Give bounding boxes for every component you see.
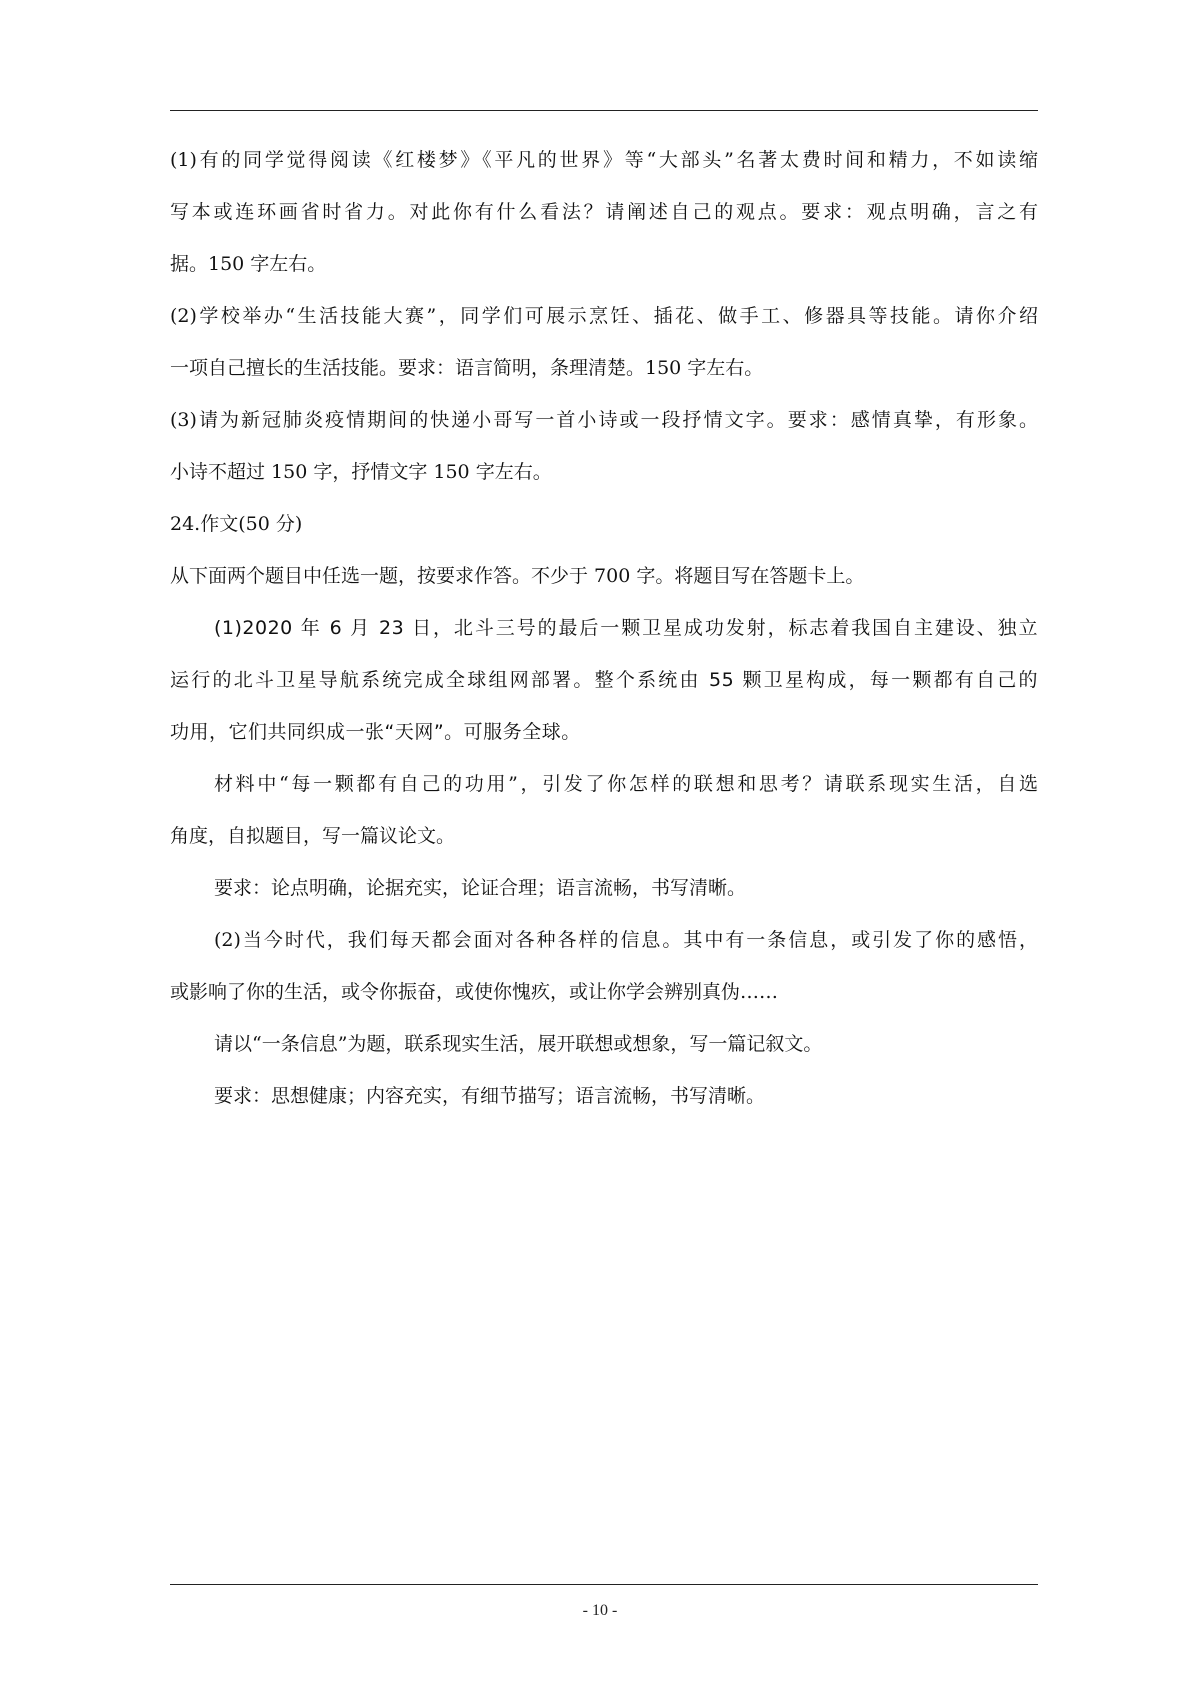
essay-option-2-line-2: 或影响了你的生活，或令你振奋，或使你愧疚，或让你学会辨别真伪……: [170, 981, 779, 1003]
footer-rule: [170, 1584, 1038, 1585]
question-2-line-1: (2)学校举办“生活技能大赛”，同学们可展示烹饪、插花、做手工、修器具等技能。请你介绍: [170, 305, 1038, 327]
essay-instructions: 从下面两个题目中任选一题，按要求作答。不少于 700 字。将题目写在答题卡上。: [170, 565, 865, 587]
essay-option-1-material-line-2: 运行的北斗卫星导航系统完成全球组网部署。整个系统由 55 颗卫星构成，每一颗都有自己的: [170, 669, 1038, 691]
question-1-line-1: (1)有的同学觉得阅读《红楼梦》《平凡的世界》等“大部头”名著太费时间和精力，不如读缩: [170, 149, 1038, 171]
essay-option-2-prompt: 请以“一条信息”为题，联系现实生活，展开联想或想象，写一篇记叙文。: [214, 1033, 823, 1055]
essay-option-1-prompt-line-2: 角度，自拟题目，写一篇议论文。: [170, 825, 456, 847]
essay-option-2-requirements: 要求：思想健康；内容充实，有细节描写；语言流畅，书写清晰。: [214, 1085, 766, 1107]
essay-option-2-line-1: (2)当今时代，我们每天都会面对各种各样的信息。其中有一条信息，或引发了你的感悟，: [214, 929, 1038, 951]
header-rule: [170, 110, 1038, 111]
question-3-line-1: (3)请为新冠肺炎疫情期间的快递小哥写一首小诗或一段抒情文字。要求：感情真挚，有形象。: [170, 409, 1038, 431]
question-3-line-2: 小诗不超过 150 字，抒情文字 150 字左右。: [170, 461, 552, 483]
essay-heading: 24.作文(50 分): [170, 513, 303, 535]
essay-option-1-prompt-line-1: 材料中“每一颗都有自己的功用”，引发了你怎样的联想和思考？请联系现实生活，自选: [214, 773, 1038, 795]
document-body: [170, 147, 1038, 1135]
essay-option-1-material-line-1: (1)2020 年 6 月 23 日，北斗三号的最后一颗卫星成功发射，标志着我国自主建设、独立: [214, 617, 1038, 639]
question-1-line-2: 写本或连环画省时省力。对此你有什么看法？请阐述自己的观点。要求：观点明确，言之有: [170, 201, 1038, 223]
essay-option-1-requirements: 要求：论点明确，论据充实，论证合理；语言流畅，书写清晰。: [214, 877, 747, 899]
page-number: - 10 -: [582, 1602, 618, 1619]
question-1-line-3: 据。150 字左右。: [170, 253, 327, 275]
essay-option-1-material-line-3: 功用，它们共同织成一张“天网”。可服务全球。: [170, 721, 581, 743]
question-2-line-2: 一项自己擅长的生活技能。要求：语言简明，条理清楚。150 字左右。: [170, 357, 764, 379]
